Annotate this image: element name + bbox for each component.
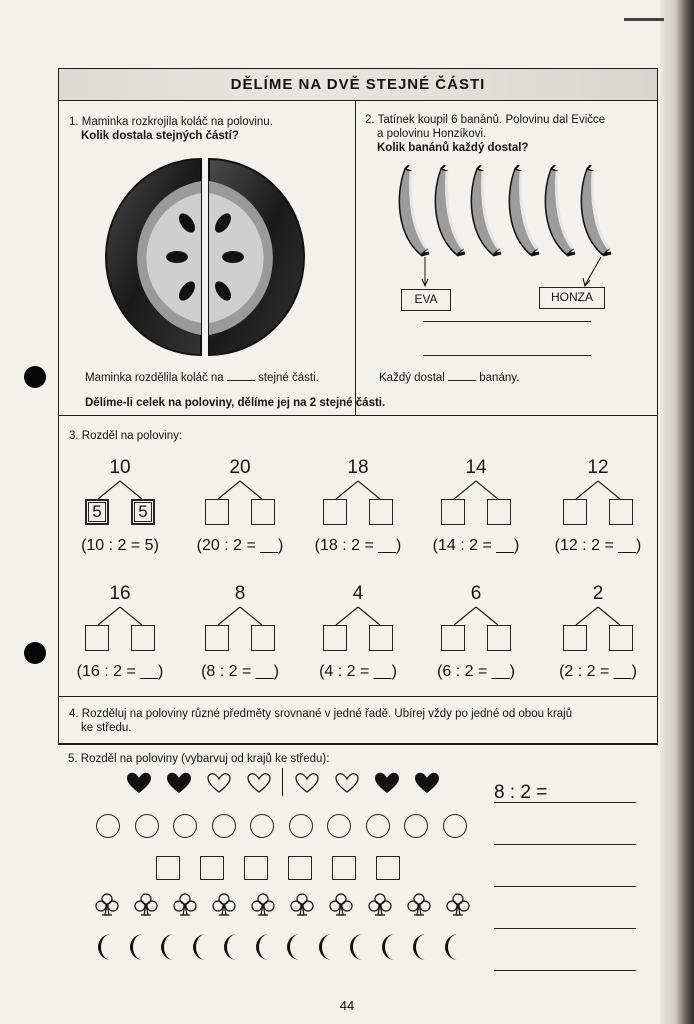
task2-line2: a polovinu Honzíkovi. (377, 128, 487, 140)
crescent-moon-icon[interactable] (94, 932, 118, 967)
heart-filled-icon[interactable] (374, 772, 400, 799)
divider-task4 (59, 696, 657, 697)
square-shape[interactable] (244, 856, 268, 880)
task2-write-line-2[interactable] (423, 355, 591, 356)
half-box-right[interactable] (251, 625, 275, 651)
task2-line1: 2. Tatínek koupil 6 banánů. Polovinu dal Evičce (365, 114, 606, 126)
task5-answer-line-3[interactable] (494, 886, 636, 887)
half-box-left[interactable] (205, 625, 229, 651)
task3-heading: 3. Rozděl na poloviny: (69, 430, 183, 442)
crescent-moon-icon[interactable] (126, 932, 150, 967)
circle-shape[interactable] (366, 814, 390, 838)
circle-shape[interactable] (289, 814, 313, 838)
half-box-right[interactable] (487, 625, 511, 651)
circle-shape[interactable] (327, 814, 351, 838)
half-box-left[interactable] (323, 625, 347, 651)
task1-text (69, 115, 349, 143)
tree-branches (185, 479, 295, 501)
circle-shape[interactable] (96, 814, 120, 838)
tree-branches (303, 605, 413, 627)
crescent-moon-icon[interactable] (315, 932, 339, 967)
half-box-left[interactable] (563, 499, 587, 525)
task1-answer-blank[interactable] (227, 371, 255, 381)
half-box-right[interactable] (369, 625, 393, 651)
club-icon[interactable] (406, 892, 432, 923)
task2-question: Kolik banánů každý dostal? (377, 142, 529, 154)
division-equation: (8 : 2 = __) (201, 663, 279, 680)
box-eva: EVA (401, 289, 451, 311)
division-equation: (6 : 2 = __) (437, 663, 515, 680)
half-box-left[interactable] (563, 625, 587, 651)
circle-shape[interactable] (173, 814, 197, 838)
club-icon[interactable] (289, 892, 315, 923)
square-shape[interactable] (332, 856, 356, 880)
circle-shape[interactable] (135, 814, 159, 838)
half-box-left[interactable] (441, 625, 465, 651)
crescent-moon-icon[interactable] (157, 932, 181, 967)
task4-line1: 4. Rozděluj na poloviny různé předměty srovnané v jedné řadě. Ubírej vždy po jedné od obou krajů (69, 708, 573, 720)
circle-shape[interactable] (404, 814, 428, 838)
division-tree (303, 457, 413, 557)
division-equation: (20 : 2 = __) (196, 537, 284, 554)
tree-branches (543, 605, 653, 627)
punch-hole-bottom (24, 642, 46, 664)
division-tree (303, 583, 413, 683)
crescent-moon-icon[interactable] (252, 932, 276, 967)
tree-number: 2 (592, 583, 604, 604)
tree-number: 14 (465, 457, 487, 478)
club-icon[interactable] (94, 892, 120, 923)
task2-answer-blank[interactable] (448, 371, 476, 381)
club-icon[interactable] (250, 892, 276, 923)
crescent-moon-icon[interactable] (441, 932, 465, 967)
tree-branches (185, 605, 295, 627)
crescent-moon-icon[interactable] (346, 932, 370, 967)
club-icon[interactable] (133, 892, 159, 923)
task1-question: Kolik dostala stejných částí? (81, 130, 239, 142)
half-box-right[interactable] (251, 499, 275, 525)
divider-task5 (59, 743, 657, 744)
division-tree (65, 583, 175, 683)
divider-task3 (59, 415, 657, 416)
half-box-right[interactable] (131, 625, 155, 651)
task5-answer-line-5[interactable] (494, 970, 636, 971)
division-tree (421, 457, 531, 557)
task2-answer-before: Každý dostal (379, 372, 445, 384)
circle-shape[interactable] (212, 814, 236, 838)
page-number: 44 (339, 998, 355, 1013)
half-box-right[interactable] (609, 625, 633, 651)
cake-illustration (105, 155, 305, 359)
half-box-left[interactable] (205, 499, 229, 525)
half-box-right[interactable] (369, 499, 393, 525)
square-shape[interactable] (376, 856, 400, 880)
tree-branches (543, 479, 653, 501)
tree-branches (421, 605, 531, 627)
tree-branches (65, 479, 175, 501)
half-box-left[interactable] (85, 625, 109, 651)
club-icon[interactable] (445, 892, 471, 923)
task1-line1: 1. Maminka rozkrojila koláč na polovinu. (69, 116, 273, 128)
tree-number: 10 (109, 457, 131, 478)
tree-branches (421, 479, 531, 501)
heart-filled-icon[interactable] (126, 772, 152, 799)
box-honza: HONZA (539, 287, 605, 309)
heart-outline-icon[interactable] (246, 772, 272, 799)
crescent-moon-icon[interactable] (409, 932, 433, 967)
heart-outline-icon[interactable] (206, 772, 232, 799)
division-equation: (18 : 2 = __) (314, 537, 402, 554)
task1-answer (85, 371, 319, 384)
scan-edge-shadow (660, 0, 694, 1024)
division-equation: (2 : 2 = __) (559, 663, 637, 680)
division-tree (65, 457, 175, 557)
division-tree (185, 583, 295, 683)
heart-filled-icon[interactable] (166, 772, 192, 799)
task4-text (69, 707, 653, 735)
division-equation: (14 : 2 = __) (432, 537, 520, 554)
worksheet (58, 68, 658, 745)
tree-branches (303, 479, 413, 501)
circle-shape[interactable] (250, 814, 274, 838)
square-shape[interactable] (288, 856, 312, 880)
half-box-left: 5 (85, 499, 109, 525)
half-box-right: 5 (131, 499, 155, 525)
division-equation: (4 : 2 = __) (319, 663, 397, 680)
task5-answer-line-4[interactable] (494, 928, 636, 929)
task5-answer-line-2[interactable] (494, 844, 636, 845)
task2-answer-after: banány. (479, 372, 520, 384)
square-shape[interactable] (156, 856, 180, 880)
rule-text: Dělíme-li celek na poloviny, dělíme jej na 2 stejné části. (85, 397, 386, 409)
task1-answer-after: stejné části. (258, 372, 319, 384)
tree-number: 8 (234, 583, 246, 604)
division-tree (543, 457, 653, 557)
crescent-moon-icon[interactable] (378, 932, 402, 967)
crescent-moon-icon[interactable] (220, 932, 244, 967)
bananas-illustration (395, 165, 625, 289)
division-equation: (12 : 2 = __) (554, 537, 642, 554)
heart-outline-icon[interactable] (334, 772, 360, 799)
task2-write-line-1[interactable] (423, 321, 591, 322)
crescent-moon-icon[interactable] (283, 932, 307, 967)
half-box-right[interactable] (487, 499, 511, 525)
crescent-moon-icon[interactable] (189, 932, 213, 967)
task2-text (365, 113, 655, 155)
square-shape[interactable] (200, 856, 224, 880)
heart-outline-icon[interactable] (294, 772, 320, 799)
task4-line2: ke středu. (81, 722, 132, 734)
club-icon[interactable] (172, 892, 198, 923)
tree-number: 12 (587, 457, 609, 478)
page-title: DĚLÍME NA DVĚ STEJNÉ ČÁSTI (59, 69, 657, 101)
tree-number: 18 (347, 457, 369, 478)
circle-shape[interactable] (443, 814, 467, 838)
tree-number: 16 (109, 583, 131, 604)
tree-number: 4 (352, 583, 364, 604)
task-divider-vertical (355, 101, 356, 415)
task5-equation: 8 : 2 = (494, 782, 548, 803)
club-icon[interactable] (328, 892, 354, 923)
half-box-right[interactable] (609, 499, 633, 525)
task1-answer-before: Maminka rozdělila koláč na (85, 372, 224, 384)
division-equation: (10 : 2 = 5) (81, 537, 159, 554)
half-box-left[interactable] (323, 499, 347, 525)
division-tree (543, 583, 653, 683)
task2-answer (379, 371, 519, 384)
half-box-left[interactable] (441, 499, 465, 525)
heart-filled-icon[interactable] (414, 772, 440, 799)
task5-answer-line-1[interactable] (494, 802, 636, 803)
division-equation: (16 : 2 = __) (76, 663, 164, 680)
middle-divider (282, 768, 283, 796)
punch-hole-top (24, 366, 46, 388)
tree-branches (65, 605, 175, 627)
tree-number: 6 (470, 583, 482, 604)
scan-top-mark (624, 18, 664, 21)
tree-number: 20 (229, 457, 251, 478)
division-tree (421, 583, 531, 683)
club-icon[interactable] (367, 892, 393, 923)
task5-heading: 5. Rozděl na poloviny (vybarvuj od krajů ke středu): (68, 753, 330, 765)
club-icon[interactable] (211, 892, 237, 923)
division-tree (185, 457, 295, 557)
